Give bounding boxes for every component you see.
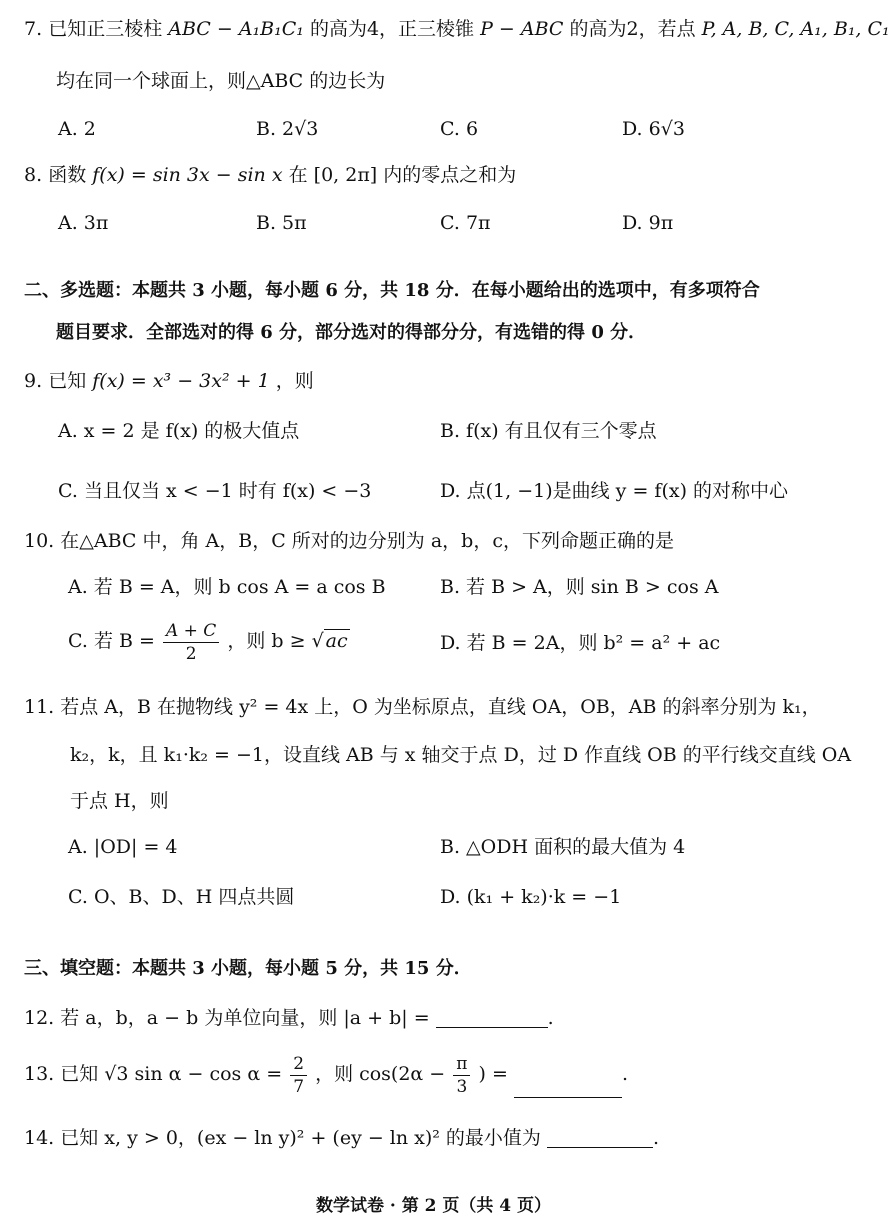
q10-option-c-fraction-denominator: 2	[185, 643, 197, 664]
page-footer: 数学试卷 · 第 2 页（共 4 页）	[315, 1196, 552, 1216]
q13-fraction	[290, 1053, 307, 1098]
q10-option-c-radicand: ac	[325, 630, 348, 652]
q10-option-c-middle: ，则 b ≥	[227, 630, 306, 652]
q8-option-c: C. 7π	[440, 212, 491, 234]
q10-option-c	[68, 618, 350, 665]
q12-number: 12.	[24, 1007, 55, 1029]
q7-option-d: D. 6√3	[622, 118, 685, 140]
q14-answer-blank[interactable]	[547, 1128, 653, 1148]
q11-line2: k₂，k，且 k₁·k₂ = −1，设直线 AB 与 x 轴交于点 D，过 D 作直线 OB 的平行线交直线 OA	[70, 744, 852, 766]
q13-text-a: 已知 √3 sin α − cos α =	[60, 1063, 283, 1085]
q8-option-d: D. 9π	[622, 212, 674, 234]
q10-option-c-sqrt: √ ac	[311, 630, 348, 652]
q11-line1-text: 若点 A，B 在抛物线 y² = 4x 上，O 为坐标原点，直线 OA，OB，AB 的斜率分别为 k₁，	[60, 696, 821, 718]
q11-line3: 于点 H，则	[70, 790, 169, 812]
q10-text: 在△ABC 中，角 A，B，C 所对的边分别为 a，b，c，下列命题正确的是	[60, 530, 674, 552]
q7-pyramid: P − ABC	[480, 18, 564, 40]
q9-text-b: ，则	[275, 370, 314, 392]
q7-number: 7.	[24, 18, 43, 40]
q7-line2: 均在同一个球面上，则△ABC 的边长为	[56, 70, 386, 92]
q8-text-a: 函数	[48, 164, 87, 186]
q12-end: .	[547, 1007, 554, 1029]
q10-option-b: B. 若 B > A，则 sin B > cos A	[440, 576, 719, 598]
q8-stem	[24, 166, 516, 185]
q7-option-a: A. 2	[58, 118, 96, 140]
q13-fraction-numerator: 2	[290, 1053, 307, 1076]
q9-number: 9.	[24, 370, 43, 392]
q7-option-b: B. 2√3	[256, 118, 319, 140]
q11-option-c: C. O、B、D、H 四点共圆	[68, 886, 295, 908]
q13-pi-denominator: 3	[456, 1076, 468, 1097]
q14-end: .	[652, 1127, 660, 1149]
q7-text-c: 的高为2，若点	[569, 18, 696, 40]
q8-interval: [0, 2π]	[313, 164, 378, 186]
q13-answer-blank[interactable]	[514, 1067, 622, 1098]
q14-text: 已知 x, y > 0，(ex − ln y)² + (ey − ln x)² 的最小值为	[60, 1127, 541, 1149]
q7-prism: ABC − A₁B₁C₁	[168, 18, 304, 40]
q13-pi-numerator: π	[453, 1053, 470, 1076]
q13-fraction-denominator: 7	[293, 1076, 305, 1097]
q9-stem	[24, 372, 314, 391]
q14-stem	[24, 1128, 659, 1148]
q14-number: 14.	[24, 1127, 55, 1149]
q9-expression: f(x) = x³ − 3x² + 1	[92, 370, 270, 392]
q11-option-a: A. |OD| = 4	[68, 836, 178, 858]
q10-stem	[24, 532, 674, 551]
q10-option-c-fraction	[163, 620, 219, 665]
section2-heading-line1: 二、多选题：本题共 3 小题，每小题 6 分，共 18 分．在每小题给出的选项中，有多项符合	[24, 280, 760, 301]
q13-text-c: ) =	[478, 1063, 508, 1085]
q7-line1	[24, 20, 890, 39]
q13-end: .	[621, 1063, 628, 1085]
q10-option-a: A. 若 B = A，则 b cos A = a cos B	[68, 576, 386, 598]
q11-option-d: D. (k₁ + k₂)·k = −1	[440, 886, 622, 908]
q7-points: P, A, B, C, A₁, B₁, C₁	[701, 18, 890, 40]
q10-option-c-fraction-numerator: A + C	[163, 620, 219, 643]
q8-expression: f(x) = sin 3x − sin x	[92, 164, 283, 186]
q9-option-a: A. x = 2 是 f(x) 的极大值点	[58, 420, 300, 442]
q10-option-d: D. 若 B = 2A，则 b² = a² + ac	[440, 632, 721, 654]
q9-option-b: B. f(x) 有且仅有三个零点	[440, 420, 657, 442]
q9-option-c: C. 当且仅当 x < −1 时有 f(x) < −3	[58, 480, 372, 502]
q7-option-c: C. 6	[440, 118, 479, 140]
q8-text-c: 内的零点之和为	[383, 164, 517, 186]
q9-option-d: D. 点(1, −1)是曲线 y = f(x) 的对称中心	[440, 480, 789, 502]
q12-answer-blank[interactable]	[436, 1008, 548, 1028]
q7-text-b: 的高为4，正三棱锥	[309, 18, 475, 40]
section3-heading: 三、填空题：本题共 3 小题，每小题 5 分，共 15 分．	[24, 958, 472, 979]
q8-option-b: B. 5π	[256, 212, 307, 234]
q13-pi-fraction	[453, 1053, 470, 1098]
q8-option-a: A. 3π	[58, 212, 109, 234]
q12-text: 若 a，b，a − b 为单位向量，则 |a + b| =	[60, 1007, 430, 1029]
q8-number: 8.	[24, 164, 43, 186]
q13-text-b: ，则 cos(2α −	[315, 1063, 446, 1085]
q11-option-b: B. △ODH 面积的最大值为 4	[440, 836, 686, 858]
q11-line1	[24, 698, 821, 717]
q13-number: 13.	[24, 1063, 55, 1085]
q9-text-a: 已知	[48, 370, 87, 392]
q10-number: 10.	[24, 530, 55, 552]
q11-number: 11.	[24, 696, 55, 718]
q10-option-c-prefix: C. 若 B =	[68, 630, 155, 652]
section2-heading-line2: 题目要求．全部选对的得 6 分，部分选对的得部分分，有选错的得 0 分．	[56, 322, 647, 343]
q7-text-a: 已知正三棱柱	[48, 18, 163, 40]
q13-stem	[24, 1050, 628, 1098]
q8-text-b: 在	[288, 164, 308, 186]
q12-stem	[24, 1008, 554, 1028]
